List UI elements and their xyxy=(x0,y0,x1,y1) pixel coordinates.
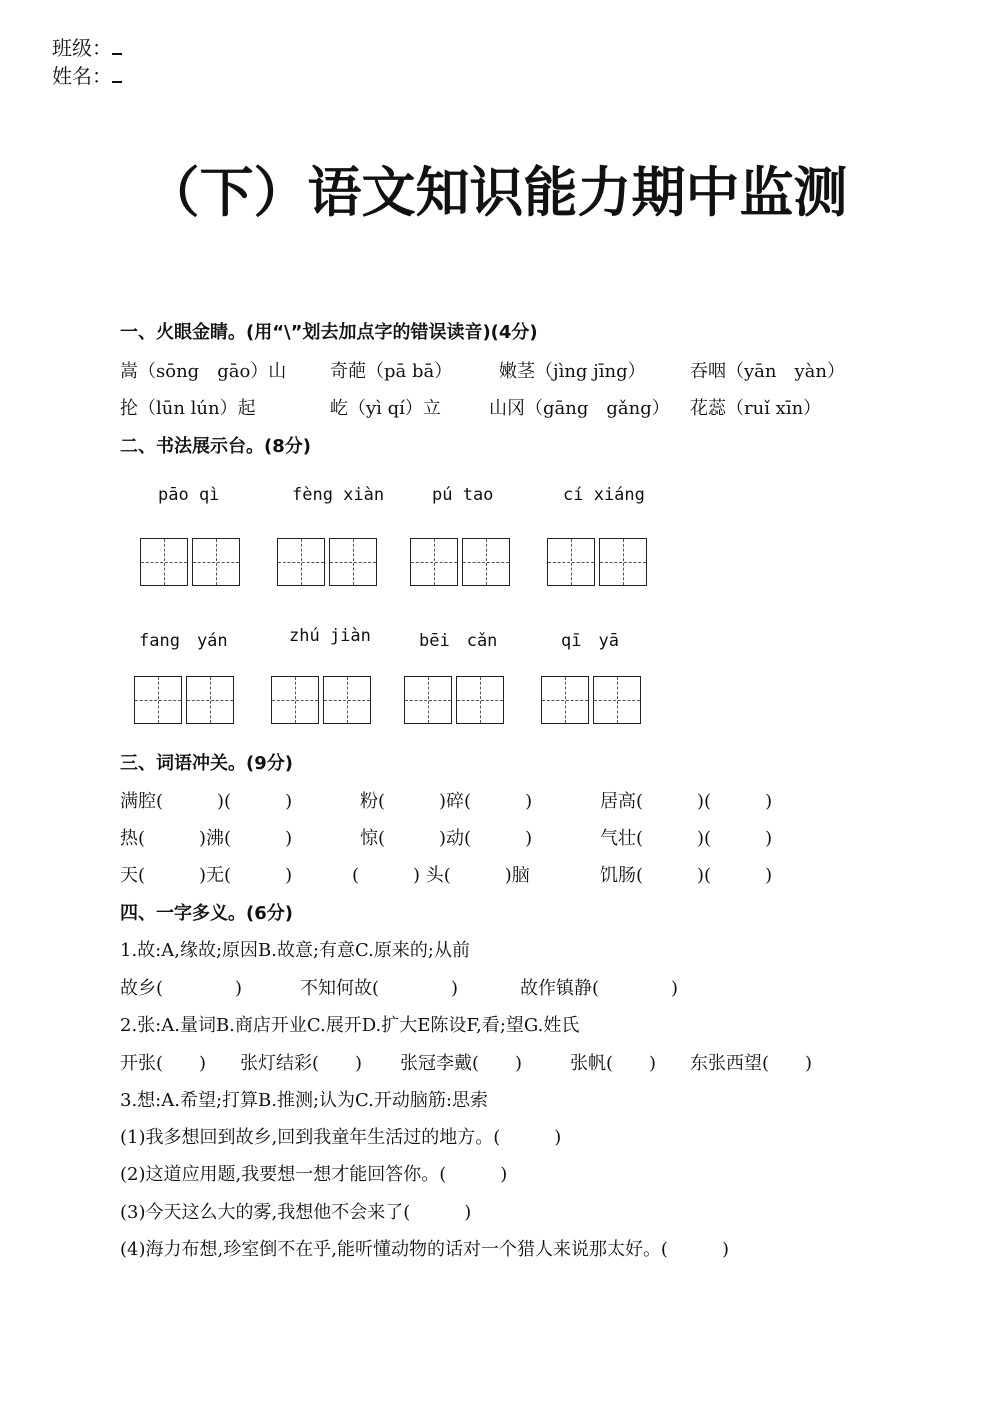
writing-box[interactable] xyxy=(547,538,595,586)
name-label-row xyxy=(52,60,122,89)
s3-r3-c3: 饥肠( )( ) xyxy=(600,865,773,886)
s3-r2-c1: 热( )沸( ) xyxy=(120,828,293,849)
q3-item2: (2)这道应用题,我要想一想才能回答你。( ) xyxy=(120,1164,508,1185)
writing-box[interactable] xyxy=(277,538,325,586)
q2-definition: 2.张:A.量词B.商店开业C.展开D.扩大E陈设F,看;望G.姓氏 xyxy=(120,1015,580,1036)
s3-r1-c2: 粉( )碎( ) xyxy=(360,791,533,812)
writing-box[interactable] xyxy=(192,538,240,586)
writing-box[interactable] xyxy=(404,676,452,724)
s1-r1-c1: 嵩（sōng gāo）山 xyxy=(120,361,287,382)
writing-box[interactable] xyxy=(186,676,234,724)
q1-item1: 故乡( ) xyxy=(120,978,243,999)
section4-heading: 四、一字多义。(6分) xyxy=(120,903,293,924)
writing-box[interactable] xyxy=(134,676,182,724)
name-label: 姓名： xyxy=(52,64,112,88)
s3-r1-c1: 满腔( )( ) xyxy=(120,791,293,812)
s1-r2-c1: 抡（lūn lún）起 xyxy=(120,398,256,419)
q1-item2: 不知何故( ) xyxy=(300,978,459,999)
page-title: （下）语文知识能力期中监测 xyxy=(145,161,848,224)
s1-r2-c4: 花蕊（ruǐ xīn） xyxy=(690,398,822,419)
q2-item2: 张灯结彩( ) xyxy=(240,1053,363,1074)
s3-r1-c3: 居高( )( ) xyxy=(600,791,773,812)
writing-box[interactable] xyxy=(541,676,589,724)
s2-r2-pinyin2: zhú jiàn xyxy=(289,626,371,646)
writing-box[interactable] xyxy=(599,538,647,586)
section1-heading: 一、火眼金睛。(用“\”划去加点字的错误读音)(4分) xyxy=(120,322,538,343)
writing-box[interactable] xyxy=(593,676,641,724)
writing-box[interactable] xyxy=(323,676,371,724)
writing-box[interactable] xyxy=(271,676,319,724)
s1-r1-c4: 吞咽（yān yàn） xyxy=(690,361,845,382)
s2-r1-pinyin1: pāo qì xyxy=(158,485,220,505)
q1-definition: 1.故:A,缘故;原因B.故意;有意C.原来的;从前 xyxy=(120,940,470,961)
s2-r2-pinyin1: fang yán xyxy=(139,631,228,651)
s1-r2-c3: 山冈（gāng gǎng） xyxy=(489,398,670,419)
s3-r3-c1: 天( )无( ) xyxy=(120,865,293,886)
s1-r1-c3: 嫩茎（jìng jīng） xyxy=(499,361,646,382)
s3-r2-c3: 气壮( )( ) xyxy=(600,828,773,849)
q3-item3: (3)今天这么大的雾,我想他不会来了( ) xyxy=(120,1202,472,1223)
section2-heading: 二、书法展示台。(8分) xyxy=(120,436,311,457)
s1-r1-c2: 奇葩（pā bā） xyxy=(330,361,453,382)
q3-item1: (1)我多想回到故乡,回到我童年生活过的地方。( ) xyxy=(120,1127,562,1148)
s2-r1-pinyin2: fèng xiàn xyxy=(292,485,385,505)
q2-item1: 开张( ) xyxy=(120,1053,207,1074)
s3-r2-c2: 惊( )动( ) xyxy=(360,828,533,849)
class-label-row xyxy=(52,32,122,61)
class-label: 班级： xyxy=(52,36,112,60)
writing-box[interactable] xyxy=(140,538,188,586)
q2-item4: 张帆( ) xyxy=(570,1053,657,1074)
q2-item5: 东张西望( ) xyxy=(690,1053,813,1074)
name-blank[interactable] xyxy=(112,65,122,83)
q2-item3: 张冠李戴( ) xyxy=(400,1053,523,1074)
q3-item4: (4)海力布想,珍室倒不在乎,能听懂动物的话对一个猎人来说那太好。( ) xyxy=(120,1239,729,1260)
s2-r2-pinyin3: bēi cǎn xyxy=(419,631,498,651)
s1-r2-c2: 屹（yì qí）立 xyxy=(330,398,441,419)
q3-definition: 3.想:A.希望;打算B.推测;认为C.开动脑筋:思索 xyxy=(120,1090,488,1111)
section3-heading: 三、词语冲关。(9分) xyxy=(120,753,293,774)
writing-box[interactable] xyxy=(329,538,377,586)
s2-r1-pinyin3: pú tao xyxy=(432,485,494,505)
s2-r1-pinyin4: cí xiáng xyxy=(563,485,645,505)
s3-r3-c2: ( ) 头( )脑 xyxy=(352,865,530,886)
writing-box[interactable] xyxy=(456,676,504,724)
writing-box[interactable] xyxy=(410,538,458,586)
class-blank[interactable] xyxy=(112,37,122,55)
q1-item3: 故作镇静( ) xyxy=(520,978,679,999)
s2-r2-pinyin4: qī yā xyxy=(561,631,619,651)
writing-box[interactable] xyxy=(462,538,510,586)
